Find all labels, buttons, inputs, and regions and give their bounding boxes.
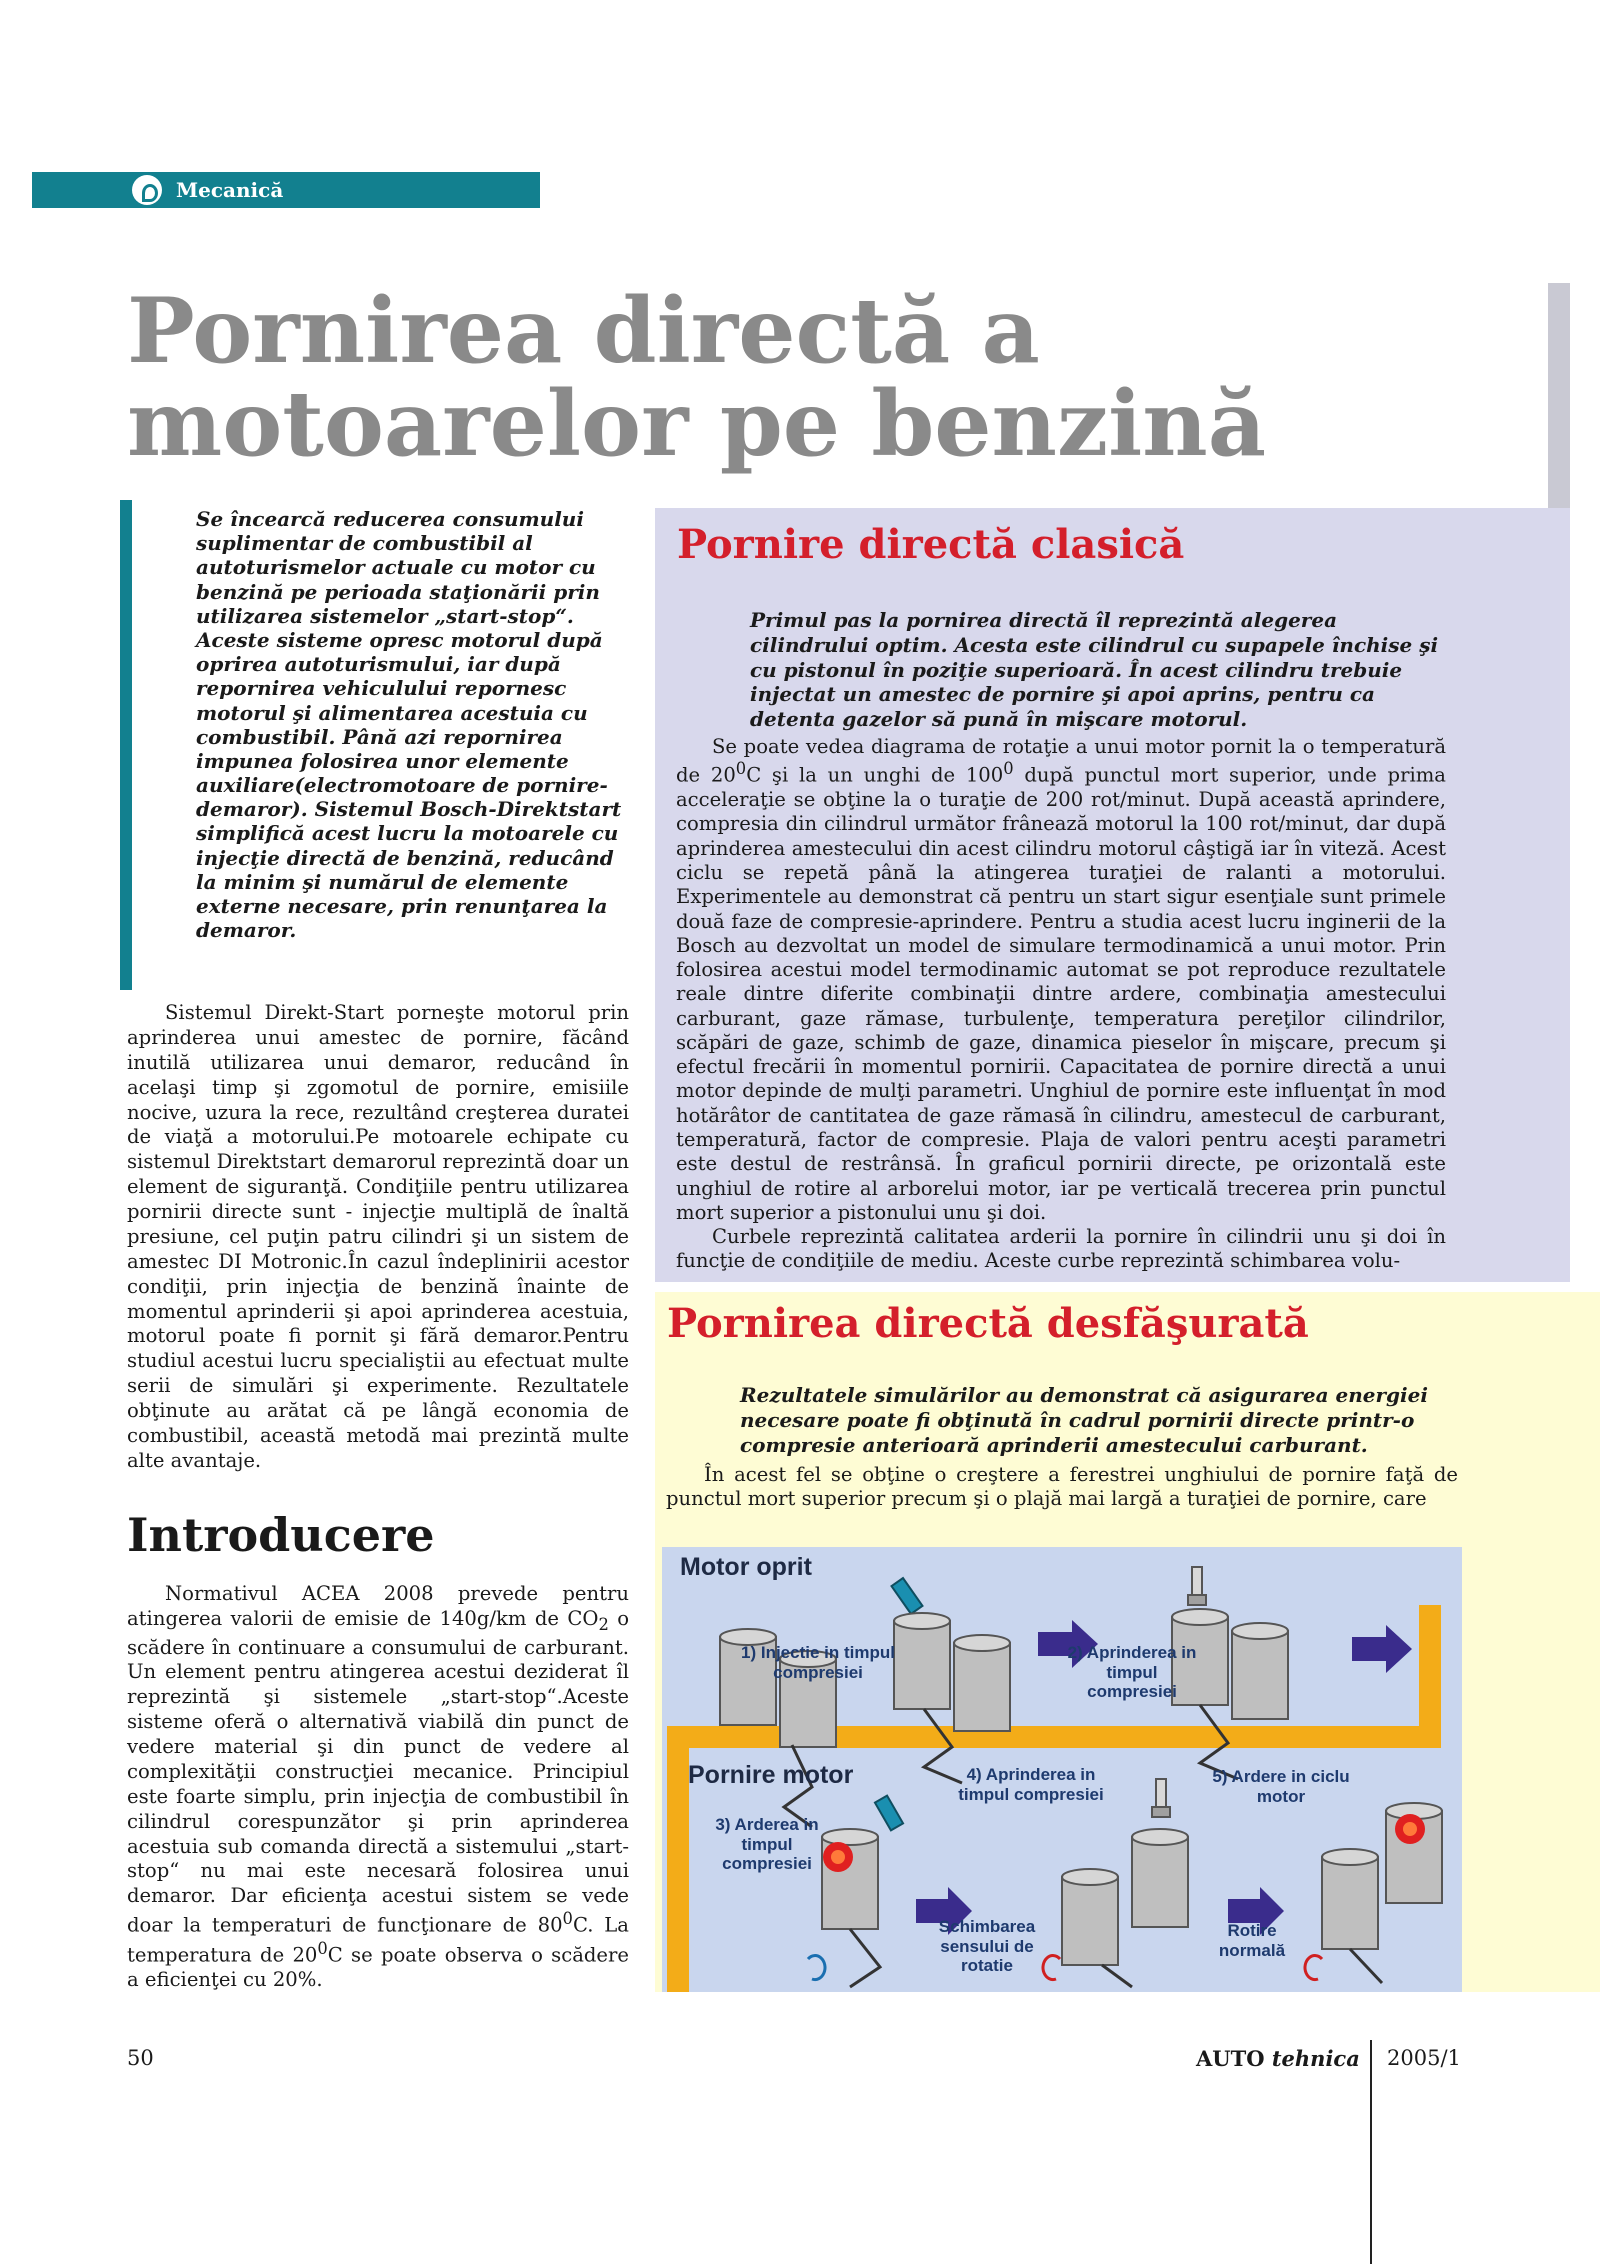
page-number: 50 xyxy=(127,2046,154,2070)
magazine-logo-icon xyxy=(132,175,162,205)
piston-group-top-2 xyxy=(894,1613,1010,1783)
section-tag xyxy=(32,172,540,208)
degree-mark: 0 xyxy=(562,1909,573,1929)
rotation-arrow-icon xyxy=(808,1956,825,1980)
direct-start-diagram xyxy=(662,1547,1462,1992)
clasic-paragraph-1 xyxy=(676,735,1446,1225)
intro-text-1: Normativul ACEA 2008 prevede pentru atingerea valorii de emisie de 140g/km de CO xyxy=(127,1582,629,1630)
step-5-label: 5) Ardere in ciclu motor xyxy=(1212,1767,1350,1806)
flame-icon xyxy=(1395,1814,1425,1844)
desfasurata-heading: Pornirea directă desfăşurată xyxy=(667,1300,1309,1347)
reverse-rotation-note: Schimbarea sensului de rotatie xyxy=(938,1917,1036,1976)
clasic-body-text xyxy=(676,735,1446,1274)
issue-number: 2005/1 xyxy=(1387,2046,1461,2070)
step-3-label: 3) Arderea in timpul compresiei xyxy=(715,1815,819,1874)
intro-heading: Introducere xyxy=(127,1508,435,1562)
intro-body-text xyxy=(127,1582,629,1993)
desfasurata-lead: Rezultatele simulărilor au demonstrat că asigurarea energiei necesare poate fi obţinută în cadrul pornirii directe printr-o compresie anterioară aprinderii amestecului carburant. xyxy=(740,1383,1428,1457)
clasic-lead: Primul pas la pornirea directă îl reprezintă alegerea cilindrului optim. Acesta este cilindrul cu supapele închise şi cu pistonul în poziţie superioară. În acest cilindru trebuie injectat un amestec de pornire şi apoi aprins, pentru ca detenta gazelor să pună în mişcare motorul. xyxy=(750,608,1439,732)
step-2-label: 2) Aprinderea in timpul compresiei xyxy=(1067,1643,1197,1702)
intro-text-2: o scădere în continuare a consumului de carburant. Un element pentru atingerea acestui deziderat îl reprezintă şi sistemele „start-stop“.Aceste sisteme oferă o alternativă viabilă din punct de vedere material şi din punct de vedere al complexităţii construcţiei mecanice. Principiul este foarte simplu, prin injecţia de combustibil în cilindrul corespunzător şi prin aprinderea acestuia sub comanda directă a sistemului „start-stop“ nu mai este necesară folosirea unui demaror. Dar eficienţa acestui sistem se vede doar la temperaturi de funcţionare de 80 xyxy=(127,1606,630,1937)
normal-rotation-note: Rotire normală xyxy=(1218,1921,1286,1960)
clasic-text-1: Se poate vedea diagrama de rotaţie a unui motor pornit la o temperatură de 20 xyxy=(676,735,1446,787)
section-label: Mecanică xyxy=(176,178,284,202)
spark-plug-icon xyxy=(1152,1779,1170,1817)
clasic-text-2: C şi la un unghi de 100 xyxy=(746,763,1004,787)
intro-text-3: C. La temperatura de 20 xyxy=(127,1913,629,1967)
degree-mark: 0 xyxy=(735,759,747,779)
article-lead: Se încearcă reducerea consumului suplimentar de combustibil al autoturismelor actuale cu motor cu benzină pe perioada staţionării prin utilizarea sistemelor „start-stop“. Aceste sisteme opresc motorul după oprirea autoturismului, iar după repornirea vehiculului repornesc motorul şi alimentarea acestuia cu combustibil. Până azi repornirea impunea folosirea unor elemente auxiliare(electromotoare de pornire- demaror). Sistemul Bosch-Direktstart simplifică acest lucru la motoarele cu injecţie directă de benzină, reducând la minim şi numărul de elemente externe necesare, prin renunţarea la demaror. xyxy=(196,507,622,943)
step-1-label: 1) Injectie in timpul compresiei xyxy=(741,1643,895,1682)
footer-divider xyxy=(1370,2040,1372,2264)
intro-text-4: C se poate observa o scădere a eficienţei cu 20%. xyxy=(127,1943,629,1991)
injector-icon xyxy=(875,1796,903,1831)
co2-subscript: 2 xyxy=(598,1614,609,1634)
left-body-text: Sistemul Direkt-Start porneşte motorul prin aprinderea unui amestec de pornire, făcând inutilă utilizarea unui demaror, reducând în acelaşi timp şi zgomotul de pornire, emisiile nocive, uzura la rece, rezultând creşterea duratei de viaţă a motorului.Pe motoarele echipate cu sistemul Direktstart demarorul reprezintă doar un element de siguranţă. Condiţiile pentru utilizarea pornirii directe sunt - injecţie multiplă de înaltă presiune, cel puţin patru cilindri şi un sistem de amestec DI Motronic.În cazul îndeplinirii acestor condiţii, prin injecţia de benzină înainte de momentul aprinderii şi apoi aprinderea acestuia, motorul poate fi pornit şi fără demaror.Pentru studiul acestui lucru specialiştii au efectuat multe serii de simulări şi experimente. Rezultatele obţinute au arătat că pe lângă economia de combustibil, această metodă mai prezintă multe alte avantaje. xyxy=(127,1001,629,1472)
degree-mark: 0 xyxy=(1003,759,1014,779)
decorative-bar xyxy=(1548,283,1570,508)
step-4-label: 4) Aprinderea in timpul compresiei xyxy=(958,1765,1104,1804)
lead-accent-bar xyxy=(120,500,132,990)
rotation-arrow-icon xyxy=(1305,1956,1322,1980)
degree-mark: 0 xyxy=(317,1938,328,1958)
arrow-right-icon xyxy=(1352,1625,1412,1673)
piston-group-bottom-2 xyxy=(1062,1829,1188,1987)
clasic-heading: Pornire directă clasică xyxy=(677,521,1185,568)
magazine-name-tehnica: tehnica xyxy=(1271,2046,1360,2071)
magazine-name-auto: AUTO xyxy=(1196,2046,1265,2071)
clasic-text-3: după punctul mort superior, unde prima acceleraţie se obţine la o turaţie de 200 rot/minut. După această aprindere, compresia din cilindrul următor frânează motorul la 100 rot/minut, dar după aprinderea amestecului din acest cilindru motorul câştigă iar în viteză. Acest ciclu se repetă până la atingerea turaţiei de ralanti a motorului. Experimentele au demonstrat că pentru un start sigur esenţiale sunt primele două faze de compresie-aprindere. Pentru a studia acest lucru inginerii de la Bosch au dezvoltat un model de simulare termodinamică a unui motor. Prin folosirea acestui model termodinamic automat se pot reproduce rezultatele reale dintre diferite combinaţii dintre ardere, combinaţia amestecului carburant, gaze rămase, turbulenţe, temperatura pereţilor cilindrilor, scăpări de gaze, schimb de gaze, dinamica pieselor în mişcare, precum şi efectul frecării în momentul pornirii. Capacitatea de pornire directă a unui motor depinde de mulţi parametri. Unghiul de pornire este influenţat în mod hotărâtor de cantitatea de gaze rămasă în cilindru, amestecul de carburant, temperatură, factor de compresie. Plaja de valori pentru aceşti parametri este destul de restrânsă. În graficul pornirii directe, pe orizontală este unghiul de rotire al arborelui motor, iar pe verticală trecerea prin punctul mort superior a pistonului unu şi doi. xyxy=(676,763,1446,1224)
spark-plug-icon xyxy=(1188,1567,1206,1605)
injector-icon xyxy=(892,1578,923,1614)
diagram-title-bottom: Pornire motor xyxy=(688,1761,854,1789)
clasic-paragraph-2: Curbele reprezintă calitatea arderii la pornire în cilindrii unu şi doi în funcţie de condiţiile de mediu. Aceste curbe reprezintă schimbarea volu- xyxy=(676,1225,1446,1273)
magazine-name xyxy=(1196,2046,1360,2071)
desfasurata-body-text: În acest fel se obţine o creştere a ferestrei unghiului de pornire faţă de punctul mort superior precum şi o plajă mai largă a turaţiei de pornire, care xyxy=(666,1463,1458,1511)
article-title: Pornirea directă a motoarelor pe benzină xyxy=(127,278,1267,477)
diagram-title-top: Motor oprit xyxy=(680,1553,812,1581)
